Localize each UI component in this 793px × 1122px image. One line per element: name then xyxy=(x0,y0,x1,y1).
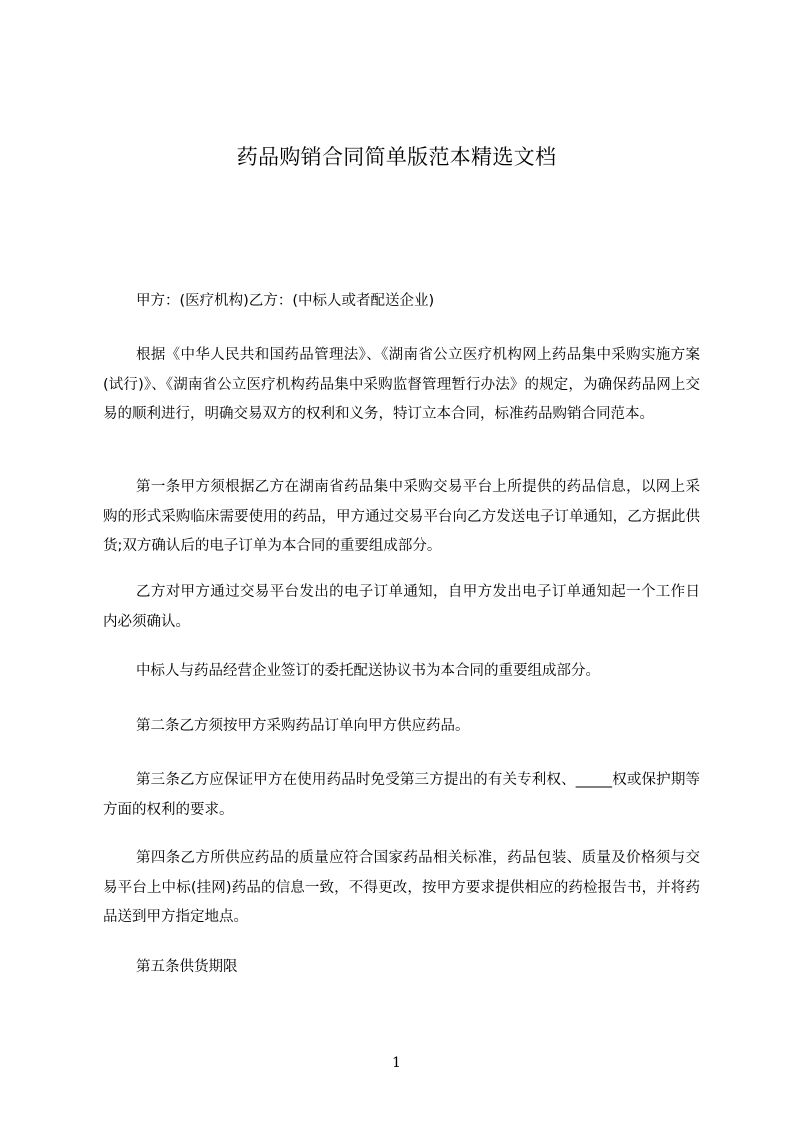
page-number: 1 xyxy=(392,1055,401,1071)
article-5-heading: 第五条供货期限 xyxy=(136,959,238,975)
delegation-paragraph: 中标人与药品经营企业签订的委托配送协议书为本合同的重要组成部分。 xyxy=(136,663,600,679)
article-4-paragraph: 第四条乙方所供应药品的质量应符合国家药品相关标准，药品包装、质量及价格须与交易平台上中标(挂网)药品的信息一致，不得更改，按甲方要求提供相应的药检报告书，并将药品送到甲方指定地点。 xyxy=(103,850,700,925)
article-1-paragraph: 第一条甲方须根据乙方在湖南省药品集中采购交易平台上所提供的药品信息，以网上采购的形式采购临床需要使用的药品，甲方通过交易平台向乙方发送电子订单通知，乙方据此供货;双方确认后的电子订单为本合同的重要组成部分。 xyxy=(103,479,700,554)
article-3-paragraph: 第三条乙方应保证甲方在使用药品时免受第三方提出的有关专利权、_____权或保护期等方面的权利的要求。 xyxy=(103,772,700,818)
preamble-paragraph: 根据《中华人民共和国药品管理法》、《湖南省公立医疗机构网上药品集中采购实施方案(试行)》、《湖南省公立医疗机构药品集中采购监督管理暂行办法》的规定，为确保药品网上交易的顺利进行，明确交易双方的权利和义务，特订立本合同，标准药品购销合同范本。 xyxy=(103,347,700,422)
party-line: 甲方：(医疗机构)乙方：(中标人或者配送企业) xyxy=(136,293,435,309)
document-title: 药品购销合同简单版范本精选文档 xyxy=(236,145,557,169)
confirmation-paragraph: 乙方对甲方通过交易平台发出的电子订单通知，自甲方发出电子订单通知起一个工作日内必须确认。 xyxy=(103,584,700,630)
article-2-paragraph: 第二条乙方须按甲方采购药品订单向甲方供应药品。 xyxy=(136,718,470,734)
